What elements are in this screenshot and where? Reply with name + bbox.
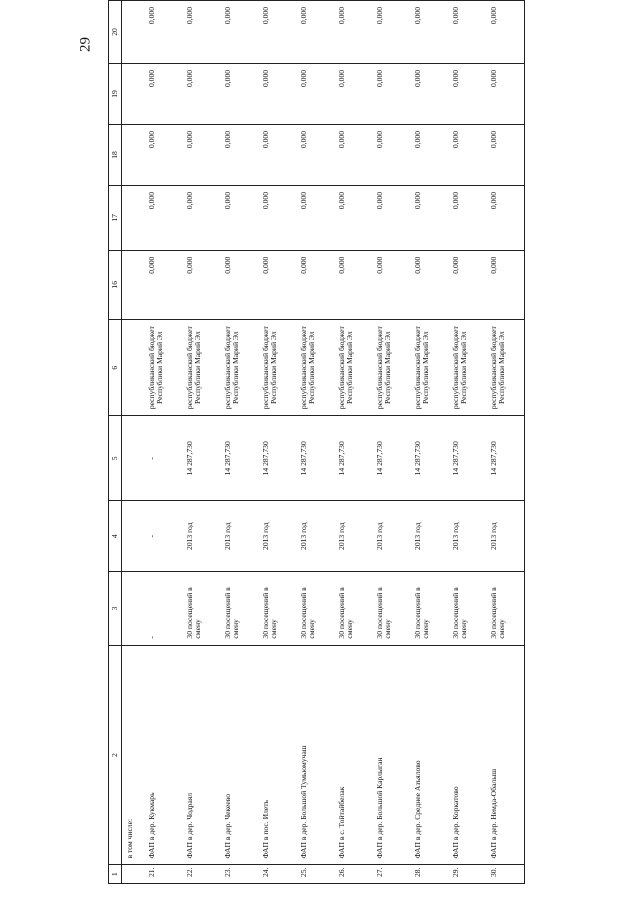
- value-c5: 14 287,730: [410, 416, 448, 501]
- value-c3: 30 посещений в смену: [410, 572, 448, 645]
- value-c4: 2013 год: [220, 501, 258, 572]
- table-row: [220, 1, 258, 884]
- value-c4: 2013 год: [334, 501, 372, 572]
- value-c4: 2013 год: [296, 501, 334, 572]
- value-c18: 0,000: [296, 124, 334, 185]
- value-c19: 0,000: [448, 63, 486, 124]
- value-c6: республиканский бюджет Республики Марий Эл: [334, 319, 372, 416]
- value-c5: 14 287,730: [486, 416, 525, 501]
- value-c5: 14 287,730: [296, 416, 334, 501]
- value-c4: 2013 год: [448, 501, 486, 572]
- value-c4: -: [144, 501, 182, 572]
- row-number: 29.: [448, 865, 486, 884]
- value-c19: 0,000: [486, 63, 525, 124]
- value-c16: 0,000: [448, 250, 486, 319]
- row-number: 30.: [486, 865, 525, 884]
- value-c19: 0,000: [144, 63, 182, 124]
- value-c20: 0,000: [334, 1, 372, 64]
- empty-cell: [122, 185, 145, 250]
- value-c16: 0,000: [372, 250, 410, 319]
- value-c4: 2013 год: [486, 501, 525, 572]
- value-c6: республиканский бюджет Республики Марий Эл: [258, 319, 296, 416]
- value-c17: 0,000: [182, 185, 220, 250]
- subheader-row: [122, 1, 145, 884]
- value-c3: 30 посещений в смену: [258, 572, 296, 645]
- table-row: [486, 1, 525, 884]
- column-header: 6: [109, 319, 122, 416]
- value-c17: 0,000: [144, 185, 182, 250]
- value-c6: республиканский бюджет Республики Марий Эл: [182, 319, 220, 416]
- column-header: 3: [109, 572, 122, 645]
- value-c19: 0,000: [182, 63, 220, 124]
- row-number: 22.: [182, 865, 220, 884]
- value-c17: 0,000: [334, 185, 372, 250]
- empty-cell: [122, 250, 145, 319]
- value-c19: 0,000: [258, 63, 296, 124]
- table-row: [410, 1, 448, 884]
- facility-name: ФАП в дер. Кукмарь: [144, 645, 182, 865]
- value-c16: 0,000: [144, 250, 182, 319]
- value-c18: 0,000: [144, 124, 182, 185]
- subheader-label: в том числе:: [122, 645, 145, 865]
- value-c3: 30 посещений в смену: [372, 572, 410, 645]
- empty-cell: [122, 319, 145, 416]
- value-c18: 0,000: [220, 124, 258, 185]
- row-number: 23.: [220, 865, 258, 884]
- value-c3: 30 посещений в смену: [220, 572, 258, 645]
- value-c18: 0,000: [410, 124, 448, 185]
- value-c20: 0,000: [182, 1, 220, 64]
- row-number: 28.: [410, 865, 448, 884]
- value-c5: -: [144, 416, 182, 501]
- column-header: 5: [109, 416, 122, 501]
- value-c6: республиканский бюджет Республики Марий Эл: [296, 319, 334, 416]
- value-c18: 0,000: [372, 124, 410, 185]
- facility-name: ФАП в пос. Илеть: [258, 645, 296, 865]
- table-row: [334, 1, 372, 884]
- value-c6: республиканский бюджет Республики Марий Эл: [144, 319, 182, 416]
- value-c16: 0,000: [486, 250, 525, 319]
- table-row: [182, 1, 220, 884]
- value-c6: республиканский бюджет Республики Марий Эл: [410, 319, 448, 416]
- value-c17: 0,000: [372, 185, 410, 250]
- value-c20: 0,000: [448, 1, 486, 64]
- value-c17: 0,000: [258, 185, 296, 250]
- table-row: [296, 1, 334, 884]
- empty-cell: [122, 1, 145, 64]
- value-c5: 14 287,730: [258, 416, 296, 501]
- header-row: [109, 1, 122, 884]
- value-c17: 0,000: [486, 185, 525, 250]
- value-c16: 0,000: [182, 250, 220, 319]
- value-c4: 2013 год: [182, 501, 220, 572]
- empty-cell: [122, 416, 145, 501]
- facility-name: ФАП в дер. Большой Тумьюмучаш: [296, 645, 334, 865]
- value-c17: 0,000: [220, 185, 258, 250]
- column-header: 2: [109, 645, 122, 865]
- value-c4: 2013 год: [258, 501, 296, 572]
- value-c19: 0,000: [220, 63, 258, 124]
- column-header: 17: [109, 185, 122, 250]
- value-c4: 2013 год: [410, 501, 448, 572]
- value-c20: 0,000: [410, 1, 448, 64]
- value-c20: 0,000: [486, 1, 525, 64]
- value-c6: республиканский бюджет Республики Марий Эл: [220, 319, 258, 416]
- value-c19: 0,000: [372, 63, 410, 124]
- value-c3: 30 посещений в смену: [296, 572, 334, 645]
- value-c5: 14 287,730: [372, 416, 410, 501]
- facility-name: ФАП в дер. Большой Карлыган: [372, 645, 410, 865]
- value-c17: 0,000: [448, 185, 486, 250]
- table-row: [448, 1, 486, 884]
- value-c17: 0,000: [410, 185, 448, 250]
- value-c3: 30 посещений в смену: [182, 572, 220, 645]
- value-c5: 14 287,730: [182, 416, 220, 501]
- value-c6: республиканский бюджет Республики Марий Эл: [486, 319, 525, 416]
- facility-name: ФАП в дер. Чодраял: [182, 645, 220, 865]
- value-c5: 14 287,730: [220, 416, 258, 501]
- row-number-cell: [122, 865, 145, 884]
- data-table: [108, 0, 525, 884]
- table-row: [144, 1, 182, 884]
- value-c18: 0,000: [258, 124, 296, 185]
- column-header: 1: [109, 865, 122, 884]
- value-c20: 0,000: [296, 1, 334, 64]
- value-c3: 30 посещений в смену: [334, 572, 372, 645]
- row-number: 24.: [258, 865, 296, 884]
- value-c6: республиканский бюджет Республики Марий Эл: [372, 319, 410, 416]
- value-c3: -: [144, 572, 182, 645]
- value-c16: 0,000: [334, 250, 372, 319]
- value-c18: 0,000: [448, 124, 486, 185]
- value-c19: 0,000: [296, 63, 334, 124]
- value-c16: 0,000: [410, 250, 448, 319]
- value-c19: 0,000: [334, 63, 372, 124]
- page-number: 29: [77, 37, 94, 52]
- value-c3: 30 посещений в смену: [486, 572, 525, 645]
- column-header: 4: [109, 501, 122, 572]
- value-c17: 0,000: [296, 185, 334, 250]
- row-number: 21.: [144, 865, 182, 884]
- facility-name: ФАП в дер. Среднее Азъялово: [410, 645, 448, 865]
- value-c16: 0,000: [258, 250, 296, 319]
- table-row: [258, 1, 296, 884]
- value-c5: 14 287,730: [448, 416, 486, 501]
- value-c18: 0,000: [182, 124, 220, 185]
- table-row: [372, 1, 410, 884]
- value-c19: 0,000: [410, 63, 448, 124]
- column-header: 18: [109, 124, 122, 185]
- column-header: 20: [109, 1, 122, 64]
- value-c16: 0,000: [296, 250, 334, 319]
- row-number: 26.: [334, 865, 372, 884]
- value-c20: 0,000: [258, 1, 296, 64]
- value-c20: 0,000: [372, 1, 410, 64]
- column-header: 16: [109, 250, 122, 319]
- value-c18: 0,000: [486, 124, 525, 185]
- facility-name: ФАП в дер. Коркатово: [448, 645, 486, 865]
- value-c20: 0,000: [144, 1, 182, 64]
- column-header: 19: [109, 63, 122, 124]
- value-c16: 0,000: [220, 250, 258, 319]
- facility-name: ФАП в дер. Чекеево: [220, 645, 258, 865]
- facility-name: ФАП в дер. Немда-Обалыш: [486, 645, 525, 865]
- value-c4: 2013 год: [372, 501, 410, 572]
- value-c18: 0,000: [334, 124, 372, 185]
- empty-cell: [122, 572, 145, 645]
- row-number: 25.: [296, 865, 334, 884]
- value-c5: 14 287,730: [334, 416, 372, 501]
- facility-name: ФАП в с. Тойтайбелак: [334, 645, 372, 865]
- row-number: 27.: [372, 865, 410, 884]
- value-c3: 30 посещений в смену: [448, 572, 486, 645]
- empty-cell: [122, 501, 145, 572]
- value-c6: республиканский бюджет Республики Марий Эл: [448, 319, 486, 416]
- value-c20: 0,000: [220, 1, 258, 64]
- empty-cell: [122, 124, 145, 185]
- empty-cell: [122, 63, 145, 124]
